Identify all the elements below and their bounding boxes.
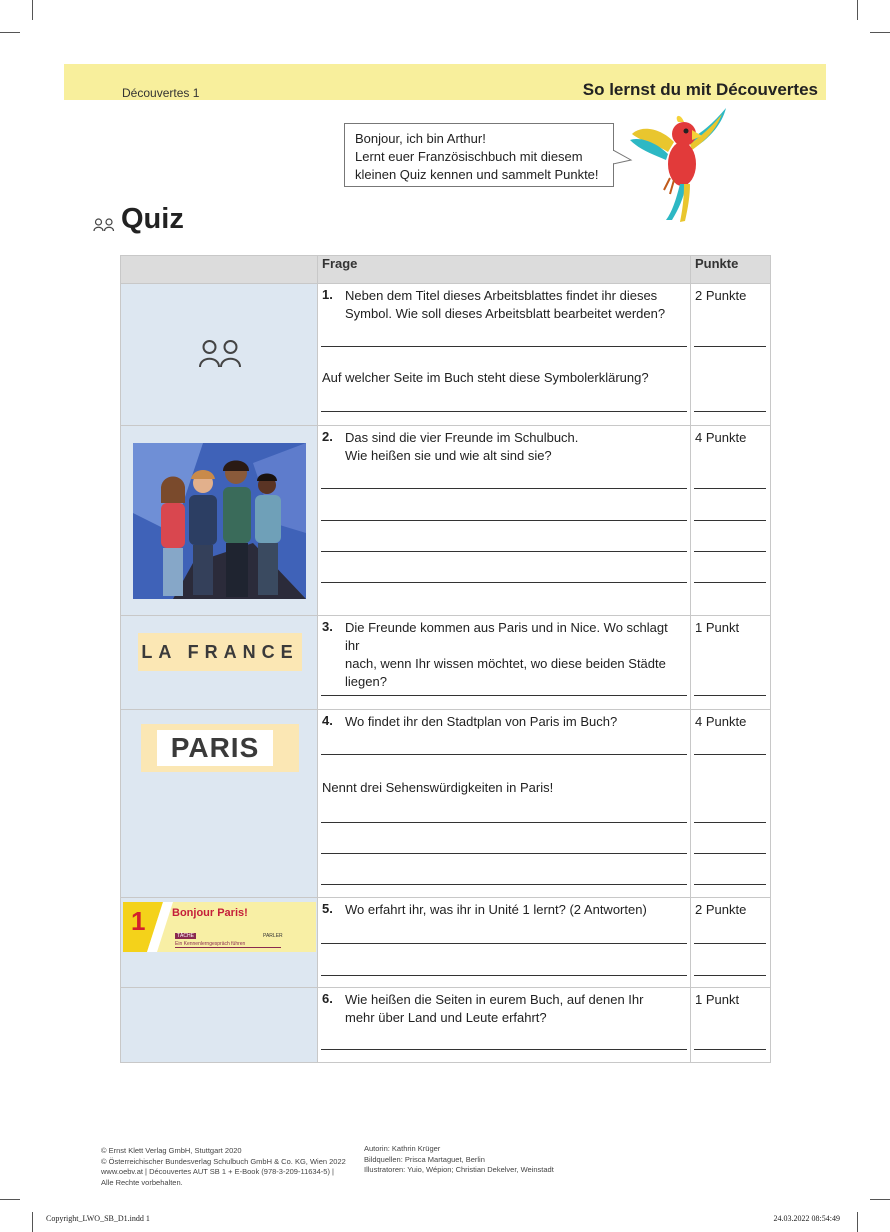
points-line[interactable] — [694, 884, 766, 885]
answer-line[interactable] — [321, 551, 687, 552]
points-line[interactable] — [694, 853, 766, 854]
points-label: 2 Punkte — [695, 902, 747, 917]
footer-line: Bildquellen: Prisca Martaguet, Berlin — [364, 1154, 485, 1164]
points-line[interactable] — [694, 943, 766, 944]
paris-map-label — [141, 724, 299, 772]
bubble-line: Lernt euer Französischbuch mit diesem — [355, 149, 583, 164]
question-text — [345, 991, 684, 1027]
unite-tag: TÂCHE — [177, 933, 194, 939]
points-cell — [691, 898, 771, 988]
points-cell — [691, 710, 771, 898]
question-number: 4. — [322, 713, 333, 728]
quiz-table — [120, 255, 771, 1063]
answer-line[interactable] — [321, 1049, 687, 1050]
question-line: nach, wenn Ihr wissen möchtet, wo diese beiden Städte — [345, 656, 666, 671]
footer-copyright — [101, 1146, 346, 1188]
image-cell — [121, 616, 318, 710]
answer-line[interactable] — [321, 582, 687, 583]
answer-line[interactable] — [321, 822, 687, 823]
question-number: 3. — [322, 619, 333, 634]
question-line: Wo erfahrt ihr, was ihr in Unité 1 lernt? (2 Antworten) — [345, 902, 647, 917]
followup-question: Auf welcher Seite im Buch steht diese Symbolerklärung? — [322, 370, 649, 385]
question-line: Wie heißen die Seiten in eurem Buch, auf denen Ihr — [345, 992, 644, 1007]
points-label: 4 Punkte — [695, 430, 747, 445]
question-text — [345, 429, 684, 465]
points-cell — [691, 426, 771, 616]
image-cell — [121, 988, 318, 1063]
paris-label-text: PARIS — [157, 730, 273, 766]
bubble-line: kleinen Quiz kennen und sammelt Punkte! — [355, 167, 599, 182]
question-cell — [318, 284, 691, 426]
points-cell — [691, 284, 771, 426]
table-header-row — [121, 256, 771, 284]
image-cell — [121, 284, 318, 426]
answer-line[interactable] — [321, 754, 687, 755]
answer-line[interactable] — [321, 943, 687, 944]
followup-question: Nennt drei Sehenswürdigkeiten in Paris! — [322, 780, 554, 795]
points-line[interactable] — [694, 754, 766, 755]
question-text — [345, 287, 684, 323]
question-number: 1. — [322, 287, 333, 302]
quiz-heading: Quiz — [121, 203, 184, 235]
points-line[interactable] — [694, 346, 766, 347]
footer-line: © Österreichischer Bundesverlag Schulbuch GmbH & Co. KG, Wien 2022 — [101, 1156, 346, 1166]
question-text — [345, 713, 684, 731]
section-title: So lernst du mit Découvertes — [582, 80, 818, 99]
footer-credits — [364, 1144, 554, 1176]
image-cell — [121, 898, 318, 988]
unite-number: 1 — [131, 906, 146, 936]
question-line: Wo findet ihr den Stadtplan von Paris im Buch? — [345, 714, 618, 729]
question-number: 2. — [322, 429, 333, 444]
friends-photo — [133, 443, 306, 599]
header-image-column — [121, 256, 318, 284]
crop-mark — [0, 32, 20, 33]
footer-line: © Ernst Klett Verlag GmbH, Stuttgart 2020 — [101, 1146, 242, 1155]
table-row — [121, 988, 771, 1063]
question-cell — [318, 426, 691, 616]
table-row — [121, 426, 771, 616]
points-cell — [691, 988, 771, 1063]
question-cell — [318, 988, 691, 1063]
question-line: Das sind die vier Freunde im Schulbuch. — [345, 430, 579, 445]
question-cell — [318, 616, 691, 710]
points-line[interactable] — [694, 1049, 766, 1050]
answer-line[interactable] — [321, 520, 687, 521]
crop-mark — [32, 0, 33, 20]
slug-filename: Copyright_LWO_SB_D1.indd 1 — [46, 1214, 150, 1223]
points-label: 1 Punkt — [695, 992, 740, 1007]
answer-line[interactable] — [321, 411, 687, 412]
unite-title: Bonjour Paris! — [172, 907, 248, 919]
answer-line[interactable] — [321, 853, 687, 854]
points-line[interactable] — [694, 695, 766, 696]
points-line[interactable] — [694, 975, 766, 976]
points-label: 2 Punkte — [695, 288, 747, 303]
footer-line: Illustratoren: Yuio, Wépion; Christian Dekelver, Weinstadt — [364, 1165, 554, 1174]
image-cell — [121, 710, 318, 898]
speech-bubble — [344, 123, 614, 187]
question-text — [345, 619, 684, 691]
footer-line: Autorin: Kathrin Krüger — [364, 1144, 441, 1153]
unite-subtitle: Ein Kennenlerngespräch führen — [175, 941, 281, 948]
header-points: Punkte — [691, 256, 771, 284]
crop-mark — [32, 1212, 33, 1232]
table-row — [121, 898, 771, 988]
partner-work-icon — [199, 340, 241, 368]
header-question: Frage — [318, 256, 691, 284]
points-line[interactable] — [694, 822, 766, 823]
question-line: Die Freunde kommen aus Paris und in Nice. Wo schlagt ihr — [345, 620, 668, 653]
table-row — [121, 710, 771, 898]
crop-mark — [857, 0, 858, 20]
question-line: Wie heißen sie und wie alt sind sie? — [345, 448, 552, 463]
points-line[interactable] — [694, 551, 766, 552]
la-france-label: LA FRANCE — [138, 633, 302, 671]
question-cell — [318, 898, 691, 988]
points-cell — [691, 616, 771, 710]
question-number: 5. — [322, 901, 333, 916]
answer-line[interactable] — [321, 884, 687, 885]
answer-line[interactable] — [321, 488, 687, 489]
unite-skill: PARLER — [263, 933, 283, 939]
points-line[interactable] — [694, 488, 766, 489]
question-line: Neben dem Titel dieses Arbeitsblattes findet ihr dieses — [345, 288, 658, 303]
points-label: 1 Punkt — [695, 620, 740, 635]
points-label: 4 Punkte — [695, 714, 747, 729]
slug-date: 24.03.2022 08:54:49 — [773, 1214, 840, 1223]
crop-mark — [870, 1199, 890, 1200]
bubble-line: Bonjour, ich bin Arthur! — [355, 131, 486, 146]
points-line[interactable] — [694, 520, 766, 521]
answer-line[interactable] — [321, 346, 687, 347]
footer-line: Alle Rechte vorbehalten. — [101, 1177, 183, 1187]
answer-line[interactable] — [321, 975, 687, 976]
crop-mark — [857, 1212, 858, 1232]
crop-mark — [870, 32, 890, 33]
question-text — [345, 901, 684, 919]
image-cell — [121, 426, 318, 616]
footer-line: www.oebv.at | Découvertes AUT SB 1 + E-Book (978-3-209-11634-5) | — [101, 1167, 334, 1176]
points-line[interactable] — [694, 582, 766, 583]
table-row — [121, 284, 771, 426]
question-number: 6. — [322, 991, 333, 1006]
table-row — [121, 616, 771, 710]
points-line[interactable] — [694, 411, 766, 412]
question-line: Symbol. Wie soll dieses Arbeitsblatt bearbeitet werden? — [345, 306, 666, 321]
unite-banner — [123, 902, 316, 952]
question-line: liegen? — [345, 674, 387, 689]
question-line: mehr über Land und Leute erfahrt? — [345, 1010, 547, 1025]
book-title: Découvertes 1 — [122, 86, 200, 100]
parrot-illustration — [622, 104, 734, 224]
crop-mark — [0, 1199, 20, 1200]
partner-work-icon — [93, 218, 115, 232]
question-cell — [318, 710, 691, 898]
answer-line[interactable] — [321, 695, 687, 696]
